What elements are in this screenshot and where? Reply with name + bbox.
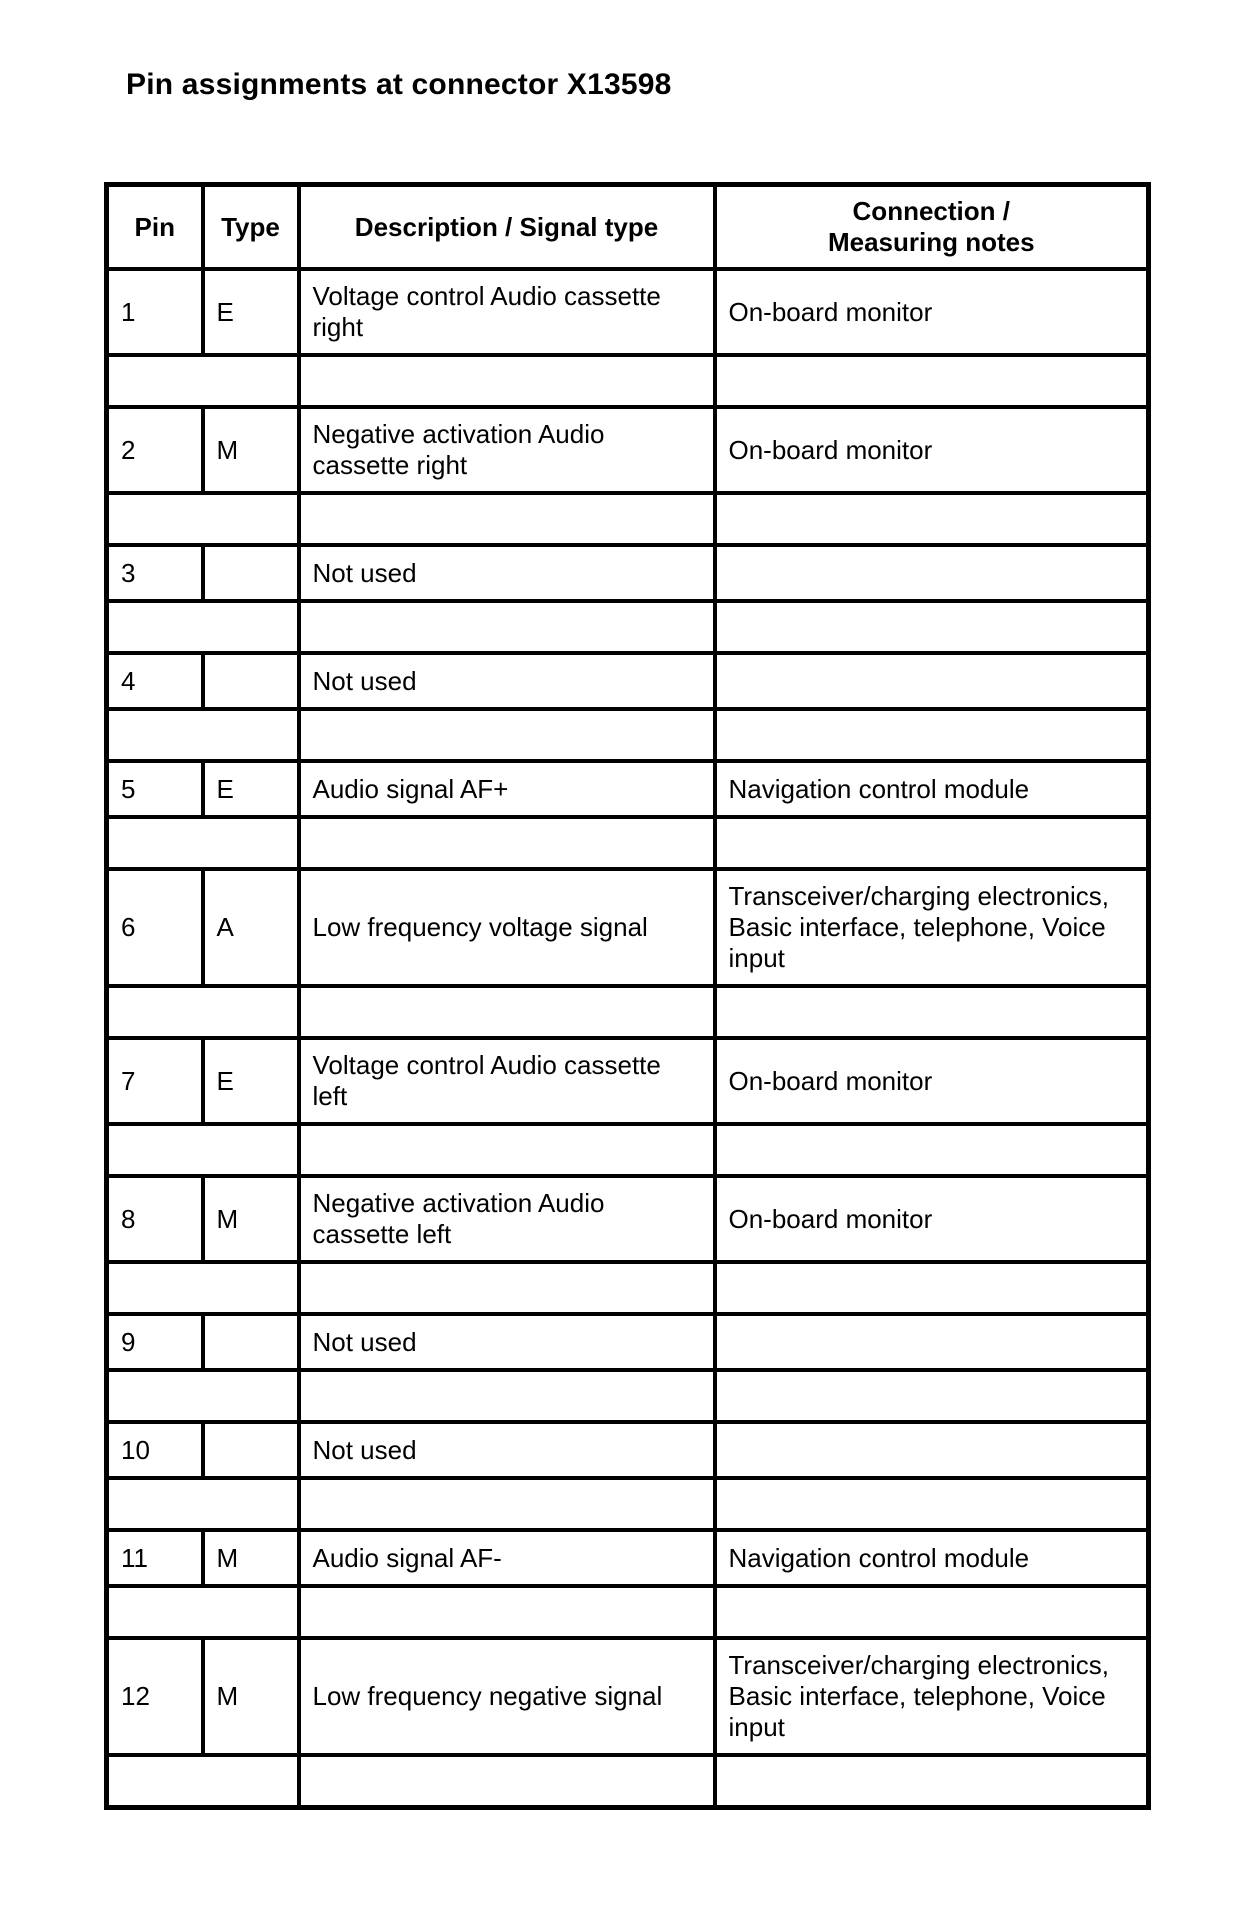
table-row — [107, 1314, 1149, 1370]
table-row — [107, 1176, 1149, 1262]
spacer-cell — [107, 1755, 299, 1808]
spacer-row — [107, 493, 1149, 545]
pin-cell: 8 — [107, 1176, 203, 1262]
type-cell: E — [203, 269, 299, 355]
spacer-row — [107, 986, 1149, 1038]
description-cell: Low frequency voltage signal — [299, 869, 715, 986]
spacer-cell — [715, 1124, 1149, 1176]
spacer-row — [107, 601, 1149, 653]
spacer-cell — [299, 601, 715, 653]
table-row — [107, 545, 1149, 601]
spacer-row — [107, 355, 1149, 407]
connection-cell: Navigation control module — [715, 761, 1149, 817]
spacer-cell — [299, 1586, 715, 1638]
description-cell: Voltage control Audio cassette right — [299, 269, 715, 355]
spacer-cell — [715, 1755, 1149, 1808]
description-cell: Negative activation Audio cassette right — [299, 407, 715, 493]
description-cell: Low frequency negative signal — [299, 1638, 715, 1755]
pin-cell: 6 — [107, 869, 203, 986]
spacer-cell — [299, 1124, 715, 1176]
type-cell — [203, 653, 299, 709]
pin-cell: 12 — [107, 1638, 203, 1755]
header-connection — [715, 185, 1149, 270]
connection-cell: Transceiver/charging electronics, Basic interface, telephone, Voice input — [715, 869, 1149, 986]
spacer-cell — [715, 1262, 1149, 1314]
table-row — [107, 407, 1149, 493]
spacer-cell — [299, 355, 715, 407]
description-cell: Audio signal AF+ — [299, 761, 715, 817]
spacer-row — [107, 709, 1149, 761]
type-cell: M — [203, 1638, 299, 1755]
spacer-cell — [715, 1586, 1149, 1638]
spacer-cell — [715, 1370, 1149, 1422]
pin-cell: 7 — [107, 1038, 203, 1124]
spacer-row — [107, 817, 1149, 869]
pin-cell: 2 — [107, 407, 203, 493]
spacer-row — [107, 1478, 1149, 1530]
table-row — [107, 869, 1149, 986]
spacer-cell — [715, 986, 1149, 1038]
header-description: Description / Signal type — [299, 185, 715, 270]
spacer-cell — [715, 709, 1149, 761]
spacer-cell — [107, 1124, 299, 1176]
pin-cell: 1 — [107, 269, 203, 355]
header-connection-line2: Measuring notes — [827, 227, 1035, 257]
connection-cell: On-board monitor — [715, 269, 1149, 355]
spacer-cell — [715, 355, 1149, 407]
pin-cell: 11 — [107, 1530, 203, 1586]
connection-cell: On-board monitor — [715, 407, 1149, 493]
spacer-cell — [299, 709, 715, 761]
spacer-cell — [715, 601, 1149, 653]
table-row — [107, 1638, 1149, 1755]
header-pin: Pin — [107, 185, 203, 270]
spacer-cell — [299, 1478, 715, 1530]
spacer-row — [107, 1586, 1149, 1638]
spacer-cell — [715, 817, 1149, 869]
page-title: Pin assignments at connector X13598 — [126, 68, 672, 101]
type-cell — [203, 1422, 299, 1478]
pin-cell: 5 — [107, 761, 203, 817]
spacer-cell — [107, 817, 299, 869]
pin-cell: 3 — [107, 545, 203, 601]
type-cell: M — [203, 407, 299, 493]
pin-cell: 10 — [107, 1422, 203, 1478]
table-row — [107, 653, 1149, 709]
table-header-row — [107, 185, 1149, 270]
spacer-cell — [715, 1478, 1149, 1530]
type-cell: E — [203, 1038, 299, 1124]
spacer-cell — [107, 601, 299, 653]
connection-cell — [715, 1314, 1149, 1370]
spacer-row — [107, 1370, 1149, 1422]
header-type: Type — [203, 185, 299, 270]
spacer-cell — [107, 1478, 299, 1530]
spacer-cell — [299, 817, 715, 869]
table-row — [107, 269, 1149, 355]
type-cell: E — [203, 761, 299, 817]
spacer-cell — [299, 986, 715, 1038]
spacer-cell — [107, 355, 299, 407]
header-connection-line1: Connection / — [852, 196, 1010, 226]
table-row — [107, 1422, 1149, 1478]
type-cell: M — [203, 1530, 299, 1586]
type-cell — [203, 545, 299, 601]
spacer-cell — [107, 1586, 299, 1638]
type-cell — [203, 1314, 299, 1370]
description-cell: Negative activation Audio cassette left — [299, 1176, 715, 1262]
spacer-cell — [107, 1370, 299, 1422]
spacer-cell — [299, 1370, 715, 1422]
spacer-row — [107, 1262, 1149, 1314]
description-cell: Not used — [299, 1314, 715, 1370]
description-cell: Audio signal AF- — [299, 1530, 715, 1586]
table-row — [107, 761, 1149, 817]
pin-cell: 4 — [107, 653, 203, 709]
description-cell: Not used — [299, 1422, 715, 1478]
spacer-cell — [107, 1262, 299, 1314]
spacer-cell — [299, 1755, 715, 1808]
spacer-cell — [107, 493, 299, 545]
spacer-cell — [299, 493, 715, 545]
table-row — [107, 1530, 1149, 1586]
spacer-row — [107, 1124, 1149, 1176]
connection-cell: Transceiver/charging electronics, Basic interface, telephone, Voice input — [715, 1638, 1149, 1755]
description-cell: Not used — [299, 653, 715, 709]
spacer-cell — [299, 1262, 715, 1314]
pin-assignment-table — [104, 182, 1151, 1810]
description-cell: Voltage control Audio cassette left — [299, 1038, 715, 1124]
pin-cell: 9 — [107, 1314, 203, 1370]
connection-cell: On-board monitor — [715, 1038, 1149, 1124]
connection-cell: On-board monitor — [715, 1176, 1149, 1262]
type-cell: M — [203, 1176, 299, 1262]
spacer-cell — [715, 493, 1149, 545]
connection-cell — [715, 1422, 1149, 1478]
connection-cell: Navigation control module — [715, 1530, 1149, 1586]
connection-cell — [715, 653, 1149, 709]
spacer-cell — [107, 986, 299, 1038]
spacer-cell — [107, 709, 299, 761]
type-cell: A — [203, 869, 299, 986]
spacer-row — [107, 1755, 1149, 1808]
connection-cell — [715, 545, 1149, 601]
table-body — [107, 269, 1149, 1808]
description-cell: Not used — [299, 545, 715, 601]
table-row — [107, 1038, 1149, 1124]
